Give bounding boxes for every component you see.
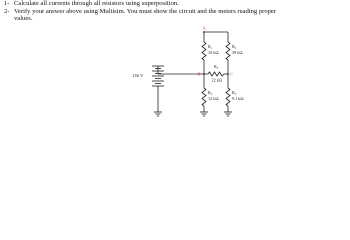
resistor-r4 bbox=[202, 88, 218, 106]
node-b-dot bbox=[203, 73, 205, 75]
resistor-r1-value: 10 kΩ bbox=[208, 50, 219, 55]
resistor-r3-name: R₃ bbox=[214, 64, 219, 69]
question-2-continuation: values. bbox=[14, 15, 33, 23]
resistor-r5 bbox=[226, 88, 244, 106]
resistor-r2-name: R₂ bbox=[232, 44, 237, 49]
resistor-r2 bbox=[226, 42, 242, 60]
resistor-r3 bbox=[208, 64, 224, 83]
question-2-number: 2- bbox=[4, 7, 10, 15]
ground-symbol-r4 bbox=[200, 112, 208, 116]
resistor-r5-name: R₅ bbox=[232, 90, 237, 95]
resistor-r1 bbox=[202, 42, 218, 60]
question-2-text: Verify your answer above using Multisim. You must show the circuit and the meters reading proper bbox=[14, 7, 277, 15]
resistor-r1-name: R₁ bbox=[208, 44, 213, 49]
source-voltage-label: 136 V bbox=[132, 73, 144, 78]
node-c-label: C bbox=[230, 71, 233, 77]
question-1-text: Calculate all currents through all resistors using superposition. bbox=[14, 0, 179, 7]
ground-symbol-r5 bbox=[224, 112, 232, 116]
resistor-r4-value: 12 kΩ bbox=[208, 96, 219, 101]
ground-symbol-source bbox=[154, 112, 162, 116]
resistor-r2-value: 39 kΩ bbox=[232, 50, 243, 55]
node-b-label: B bbox=[197, 71, 201, 77]
node-a-label: A bbox=[202, 25, 206, 31]
voltage-source bbox=[132, 66, 164, 86]
node-c-dot bbox=[227, 73, 229, 75]
question-1-number: 1- bbox=[4, 0, 10, 7]
resistor-r3-value: 22 kΩ bbox=[211, 77, 222, 83]
node-a-dot bbox=[203, 31, 205, 33]
resistor-r4-name: R₄ bbox=[208, 90, 213, 95]
resistor-r5-value: 9.1 kΩ bbox=[232, 96, 244, 101]
